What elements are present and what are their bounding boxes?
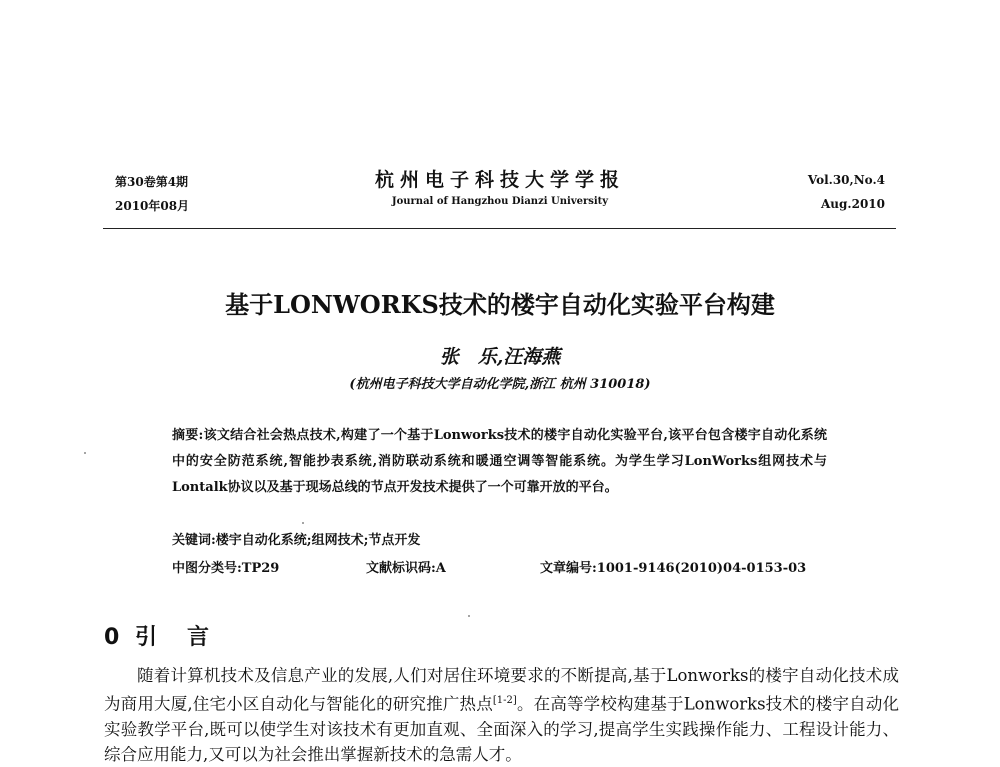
publication-date-cn: 2010年08月 xyxy=(115,199,190,213)
scan-speck xyxy=(468,615,470,617)
body-text-start: 随着计算机技术及信息产业的发展,人们对居住环境要求的不断提高,基于Lonworks的楼宇自动化技术成为商用大厦,住宅小区自动化与智能化的研究推广热点 xyxy=(104,666,899,714)
article-number: 文章编号:1001-9146(2010)04-0153-03 xyxy=(540,561,807,576)
scan-speck xyxy=(302,522,304,524)
body-paragraph xyxy=(104,663,899,767)
author-affiliation: (杭州电子科技大学自动化学院,浙江 杭州 310018) xyxy=(349,377,651,392)
article-authors: 张 乐,汪海燕 xyxy=(439,346,561,368)
volume-issue-en: Vol.30,No.4 xyxy=(807,173,885,187)
keywords: 关键词:楼宇自动化系统;组网技术;节点开发 xyxy=(172,533,421,548)
article-title: 基于LONWORKS技术的楼宇自动化实验平台构建 xyxy=(225,290,775,319)
body-text-end: 。在高等学校构建基于Lonworks技术的楼宇自动化实验教学平台,既可以使学生对该技术有更加直观、全面深入的学习,提高学生实践操作能力、工程设计能力、综合应用能力,又可以为社会推出掌握新技术的急需人才。 xyxy=(104,694,899,764)
journal-title-en: Journal of Hangzhou Dianzi University xyxy=(391,196,609,207)
document-code: 文献标识码:A xyxy=(366,561,446,576)
header-rule xyxy=(103,228,896,229)
scan-speck xyxy=(84,452,86,454)
clc-number: 中图分类号:TP29 xyxy=(172,561,280,576)
volume-issue-cn: 第30卷第4期 xyxy=(115,175,189,189)
publication-date-en: Aug.2010 xyxy=(820,197,885,211)
abstract-text: 摘要:该文结合社会热点技术,构建了一个基于Lonworks技术的楼宇自动化实验平台,该平台包含楼宇自动化系统中的安全防范系统,智能抄表系统,消防联动系统和暖通空调等智能系统。为学生学习LonWorks组网技术与Lontalk协议以及基于现场总线的节点开发技术提供了一个可靠开放的平台。 xyxy=(172,428,827,495)
citation: [1-2] xyxy=(492,695,517,706)
journal-title-cn: 杭州电子科技大学学报 xyxy=(374,169,625,191)
section-heading: 0 引 言 xyxy=(104,625,213,650)
